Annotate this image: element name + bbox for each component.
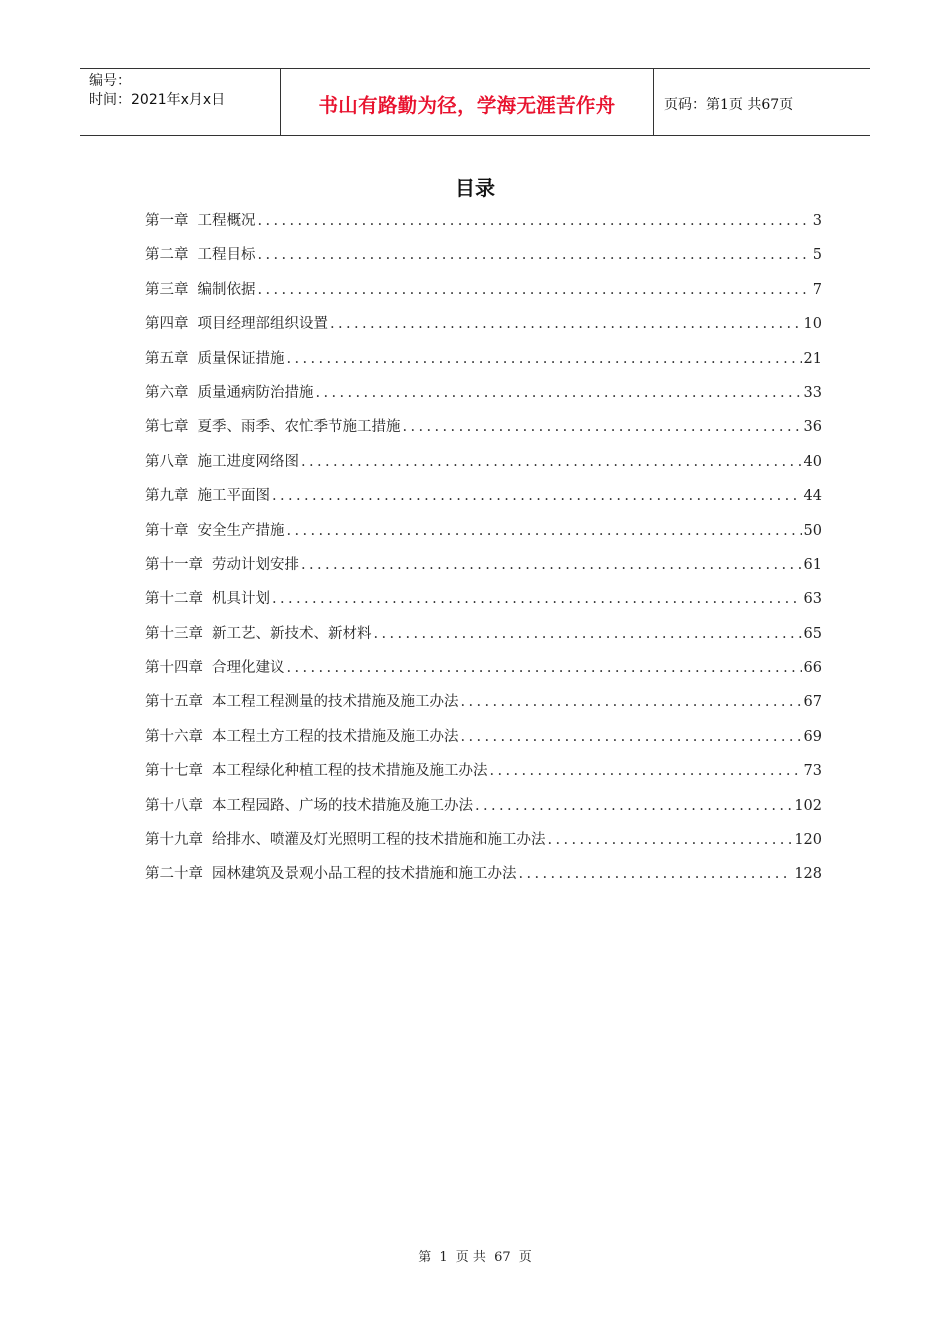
toc-chapter-number: 第四章 (145, 316, 189, 333)
toc-dot-leader (301, 452, 802, 472)
toc-entry[interactable] (145, 692, 822, 726)
toc-dot-leader (461, 727, 802, 747)
toc-dot-leader (519, 864, 793, 884)
toc-chapter-number: 第十五章 (145, 694, 203, 711)
toc-entry[interactable] (145, 486, 822, 520)
toc-page-number: 66 (803, 660, 822, 677)
toc-entry[interactable] (145, 383, 822, 417)
toc-page-number: 5 (812, 247, 822, 264)
toc-chapter-title: 工程概况 (197, 213, 256, 229)
toc-page-number: 33 (803, 384, 822, 401)
toc-chapter-title: 施工平面图 (197, 488, 270, 505)
toc-entry[interactable] (145, 245, 822, 279)
toc-entry[interactable] (145, 211, 822, 245)
toc-dot-leader (475, 796, 792, 816)
toc-page-number: 102 (794, 797, 822, 814)
toc-chapter-title: 质量保证措施 (197, 350, 285, 367)
toc-chapter-number: 第七章 (145, 419, 189, 436)
header-motto: 书山有路勤为径，学海无涯苦作舟 (318, 94, 616, 117)
header-meta-cell (80, 69, 281, 135)
toc-dot-leader (330, 314, 802, 334)
toc-dot-leader (287, 658, 802, 678)
toc-entry[interactable] (145, 314, 822, 348)
toc-dot-leader (287, 521, 802, 541)
toc-entry[interactable] (145, 555, 822, 589)
toc-chapter-title: 本工程土方工程的技术措施及施工办法 (212, 728, 459, 745)
toc-entry[interactable] (145, 658, 822, 692)
toc-dot-leader (316, 383, 802, 403)
toc-page-number: 65 (803, 625, 822, 642)
toc-chapter-number: 第二十章 (145, 866, 203, 883)
header-motto-cell (281, 69, 654, 135)
footer-page-number: 1 (439, 1250, 448, 1265)
header-page-info: 页码：第1页 共67页 (664, 97, 794, 113)
toc-chapter-number: 第十四章 (145, 660, 203, 677)
toc-page-number: 44 (803, 488, 822, 505)
toc-chapter-number: 第十一章 (145, 556, 203, 573)
toc-entry[interactable] (145, 452, 822, 486)
toc-chapter-number: 第十三章 (145, 625, 203, 642)
toc-page-number: 120 (794, 832, 822, 849)
toc-page-number: 69 (803, 728, 822, 745)
toc-dot-leader (548, 830, 793, 850)
toc-chapter-number: 第八章 (145, 453, 189, 470)
toc-chapter-number: 第十二章 (145, 591, 203, 608)
toc-dot-leader (301, 555, 802, 575)
toc-entry[interactable] (145, 796, 822, 830)
toc-chapter-number: 第三章 (145, 281, 189, 298)
toc-dot-leader (258, 245, 811, 265)
toc-page-number: 128 (794, 866, 822, 883)
toc-dot-leader (490, 761, 802, 781)
toc-chapter-title: 本工程工程测量的技术措施及施工办法 (212, 694, 459, 711)
toc-page-number: 3 (812, 213, 822, 229)
toc-dot-leader (272, 589, 802, 609)
toc-chapter-number: 第二章 (145, 247, 189, 264)
toc-chapter-title: 给排水、喷灌及灯光照明工程的技术措施和施工办法 (212, 832, 546, 849)
page-title: 目录 (455, 176, 495, 200)
page-footer (0, 1246, 950, 1265)
document-number-label: 编号： (89, 73, 131, 89)
toc-chapter-title: 项目经理部组织设置 (197, 316, 328, 333)
footer-total-pages: 67 (494, 1250, 511, 1265)
toc-chapter-title: 夏季、雨季、农忙季节施工措施 (197, 419, 401, 436)
toc-chapter-title: 机具计划 (212, 591, 270, 608)
footer-prefix: 第 (418, 1250, 432, 1265)
toc-chapter-title: 编制依据 (197, 281, 256, 298)
toc-entry[interactable] (145, 761, 822, 795)
toc-page-number: 67 (803, 694, 822, 711)
toc-chapter-title: 质量通病防治措施 (197, 384, 314, 401)
document-header (80, 68, 870, 136)
toc-entry[interactable] (145, 830, 822, 864)
toc-dot-leader (461, 692, 802, 712)
toc-dot-leader (403, 417, 802, 437)
toc-page-number: 63 (803, 591, 822, 608)
toc-entry[interactable] (145, 280, 822, 314)
toc-entry[interactable] (145, 349, 822, 383)
toc-entry[interactable] (145, 417, 822, 451)
toc-dot-leader (258, 280, 811, 300)
toc-entry[interactable] (145, 521, 822, 555)
toc-page-number: 40 (803, 453, 822, 470)
toc-dot-leader (287, 349, 802, 369)
toc-dot-leader (258, 211, 811, 231)
toc-chapter-title: 本工程绿化种植工程的技术措施及施工办法 (212, 763, 488, 780)
toc-chapter-title: 工程目标 (197, 247, 256, 264)
footer-middle: 页 共 (455, 1250, 486, 1265)
toc-chapter-number: 第十七章 (145, 763, 203, 780)
toc-page-number: 36 (803, 419, 822, 436)
footer-suffix: 页 (518, 1250, 532, 1265)
table-of-contents (145, 211, 822, 899)
toc-chapter-title: 新工艺、新技术、新材料 (212, 625, 372, 642)
toc-chapter-number: 第十八章 (145, 797, 203, 814)
toc-chapter-number: 第十六章 (145, 728, 203, 745)
toc-chapter-title: 合理化建议 (212, 660, 285, 677)
document-date-label: 时间：2021年x月x日 (89, 92, 226, 108)
toc-chapter-number: 第十九章 (145, 832, 203, 849)
toc-page-number: 61 (803, 556, 822, 573)
toc-page-number: 50 (803, 522, 822, 539)
toc-page-number: 10 (803, 316, 822, 333)
toc-entry[interactable] (145, 624, 822, 658)
toc-chapter-number: 第六章 (145, 384, 189, 401)
toc-chapter-title: 园林建筑及景观小品工程的技术措施和施工办法 (212, 866, 517, 883)
toc-entry[interactable] (145, 864, 822, 898)
header-page-cell (654, 69, 870, 135)
toc-chapter-title: 施工进度网络图 (197, 453, 299, 470)
toc-dot-leader (374, 624, 802, 644)
toc-chapter-number: 第一章 (145, 213, 189, 229)
toc-chapter-title: 本工程园路、广场的技术措施及施工办法 (212, 797, 473, 814)
toc-chapter-number: 第五章 (145, 350, 189, 367)
toc-entry[interactable] (145, 727, 822, 761)
toc-chapter-number: 第十章 (145, 522, 189, 539)
toc-dot-leader (272, 486, 802, 506)
toc-chapter-title: 安全生产措施 (197, 522, 285, 539)
toc-entry[interactable] (145, 589, 822, 623)
toc-page-number: 21 (803, 350, 822, 367)
toc-chapter-title: 劳动计划安排 (212, 556, 299, 573)
toc-chapter-number: 第九章 (145, 488, 189, 505)
toc-page-number: 7 (812, 281, 822, 298)
toc-page-number: 73 (803, 763, 822, 780)
